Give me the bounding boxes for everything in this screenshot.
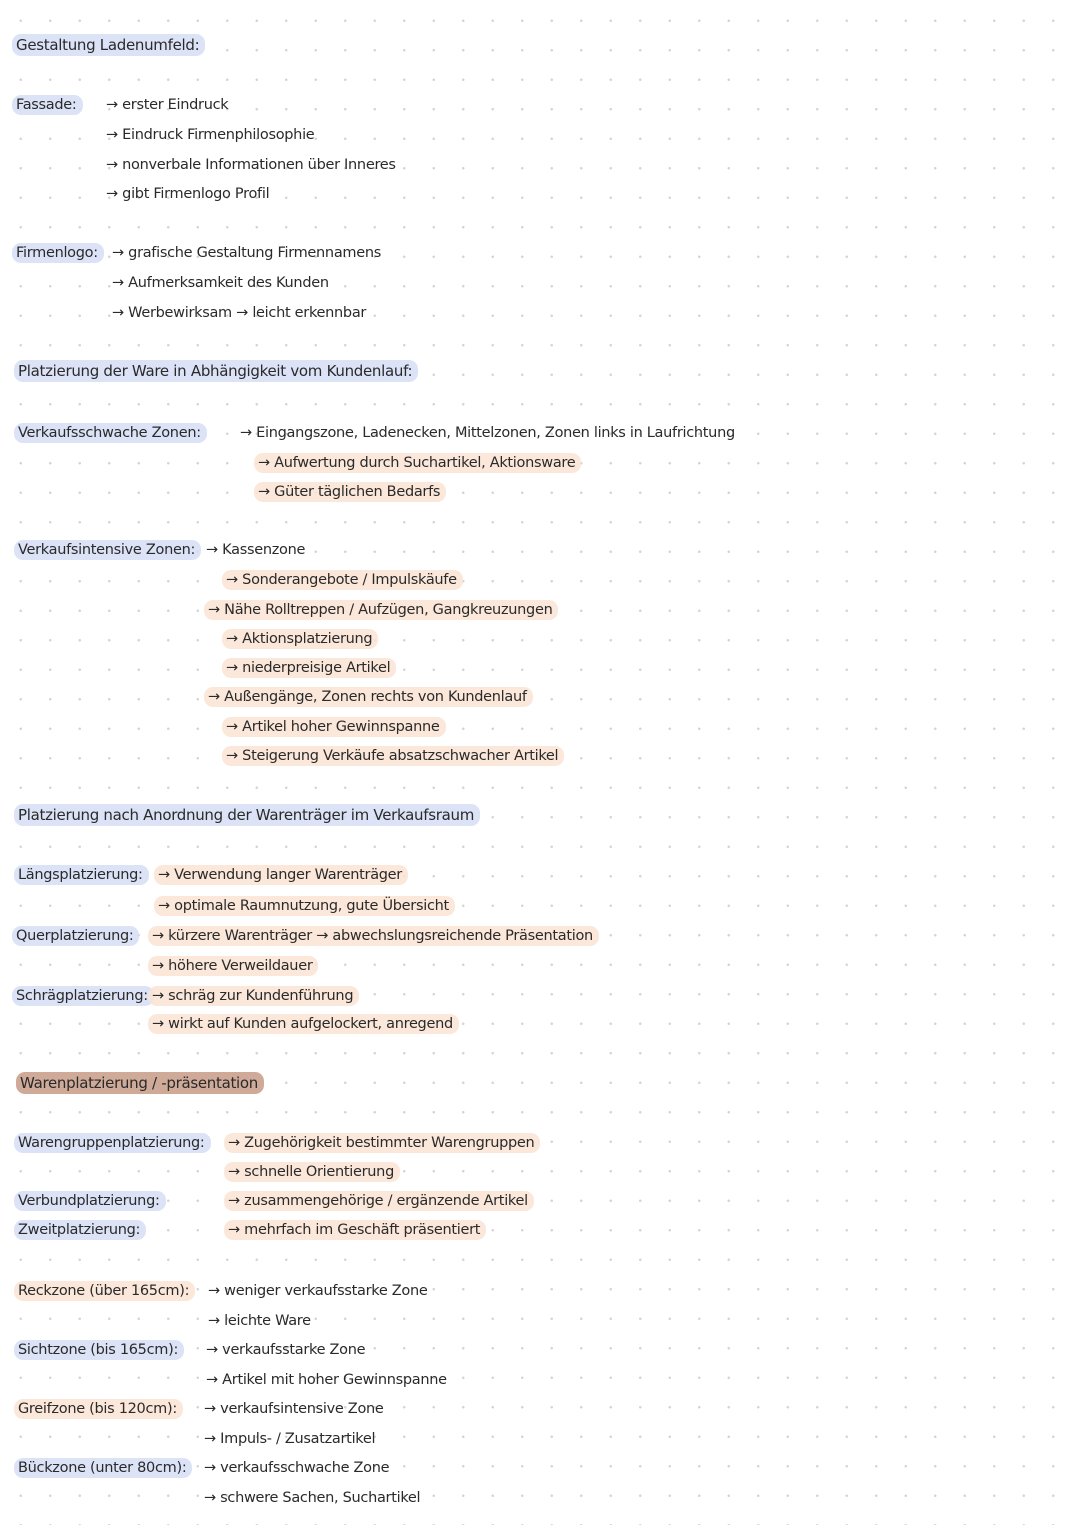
quer-item: → kürzere Warenträger → abwechslungsreichende Präsentation xyxy=(148,927,599,945)
schraeg-item: → schräg zur Kundenführung xyxy=(148,987,359,1005)
intensiv-item: → Steigerung Verkäufe absatzschwacher Artikel xyxy=(222,747,564,765)
warengruppen-item: → schnelle Orientierung xyxy=(224,1163,400,1181)
reck-item: → leichte Ware xyxy=(208,1313,311,1329)
greif-item: → verkaufsintensive Zone xyxy=(204,1401,384,1417)
label-verkaufsintensive-zonen: Verkaufsintensive Zonen: xyxy=(14,541,201,559)
label-bueckzone: Bückzone (unter 80cm): xyxy=(14,1459,192,1477)
bueck-item: → verkaufsschwache Zone xyxy=(204,1460,390,1476)
laengs-item: → optimale Raumnutzung, gute Übersicht xyxy=(154,897,455,915)
label-verbundplatzierung: Verbundplatzierung: xyxy=(14,1192,166,1210)
intensiv-item: → Außengänge, Zonen rechts von Kundenlauf xyxy=(204,688,533,706)
intensiv-item: → Artikel hoher Gewinnspanne xyxy=(222,718,446,736)
label-laengsplatzierung: Längsplatzierung: xyxy=(14,866,149,884)
schraeg-item: → wirkt auf Kunden aufgelockert, anregend xyxy=(148,1015,459,1033)
label-sichtzone: Sichtzone (bis 165cm): xyxy=(14,1341,184,1359)
heading-warenplatzierung: Warenplatzierung / -präsentation xyxy=(16,1074,264,1092)
schwach-item: → Güter täglichen Bedarfs xyxy=(254,483,446,501)
firmenlogo-item: → Aufmerksamkeit des Kunden xyxy=(112,275,329,291)
label-firmenlogo: Firmenlogo: xyxy=(12,244,104,262)
fassade-item: → Eindruck Firmenphilosophie xyxy=(106,127,315,143)
label-querplatzierung: Querplatzierung: xyxy=(12,927,139,945)
label-schraegplatzierung: Schrägplatzierung: xyxy=(12,987,154,1005)
fassade-item: → erster Eindruck xyxy=(106,97,229,113)
fassade-item: → gibt Firmenlogo Profil xyxy=(106,186,270,202)
label-verkaufsschwache-zonen: Verkaufsschwache Zonen: xyxy=(14,424,207,442)
intensiv-item: → Kassenzone xyxy=(206,542,306,558)
sicht-item: → verkaufsstarke Zone xyxy=(206,1342,366,1358)
zweit-item: → mehrfach im Geschäft präsentiert xyxy=(224,1221,486,1239)
label-warengruppenplatzierung: Warengruppenplatzierung: xyxy=(14,1134,211,1152)
firmenlogo-item: → grafische Gestaltung Firmennamens xyxy=(112,245,382,261)
warengruppen-item: → Zugehörigkeit bestimmter Warengruppen xyxy=(224,1134,540,1152)
laengs-item: → Verwendung langer Warenträger xyxy=(154,866,408,884)
heading-kundenlauf: Platzierung der Ware in Abhängigkeit vom Kundenlauf: xyxy=(14,362,418,380)
label-greifzone: Greifzone (bis 120cm): xyxy=(14,1400,183,1418)
reck-item: → weniger verkaufsstarke Zone xyxy=(208,1283,428,1299)
label-fassade: Fassade: xyxy=(12,96,83,114)
greif-item: → Impuls- / Zusatzartikel xyxy=(204,1431,376,1447)
heading-ladenumfeld: Gestaltung Ladenumfeld: xyxy=(12,36,205,54)
bueck-item: → schwere Sachen, Suchartikel xyxy=(204,1490,421,1506)
sicht-item: → Artikel mit hoher Gewinnspanne xyxy=(206,1372,447,1388)
quer-item: → höhere Verweildauer xyxy=(148,957,318,975)
firmenlogo-item: → Werbewirksam → leicht erkennbar xyxy=(112,305,367,321)
intensiv-item: → Sonderangebote / Impulskäufe xyxy=(222,571,463,589)
intensiv-item: → niederpreisige Artikel xyxy=(222,659,396,677)
label-reckzone: Reckzone (über 165cm): xyxy=(14,1282,195,1300)
intensiv-item: → Aktionsplatzierung xyxy=(222,630,378,648)
verbund-item: → zusammengehörige / ergänzende Artikel xyxy=(224,1192,534,1210)
schwach-item: → Eingangszone, Ladenecken, Mittelzonen, Zonen links in Laufrichtung xyxy=(240,425,735,441)
heading-warentraeger: Platzierung nach Anordnung der Warenträger im Verkaufsraum xyxy=(14,806,480,824)
intensiv-item: → Nähe Rolltreppen / Aufzügen, Gangkreuzungen xyxy=(204,601,558,619)
schwach-item: → Aufwertung durch Suchartikel, Aktionsware xyxy=(254,454,581,472)
label-zweitplatzierung: Zweitplatzierung: xyxy=(14,1221,146,1239)
fassade-item: → nonverbale Informationen über Inneres xyxy=(106,157,396,173)
